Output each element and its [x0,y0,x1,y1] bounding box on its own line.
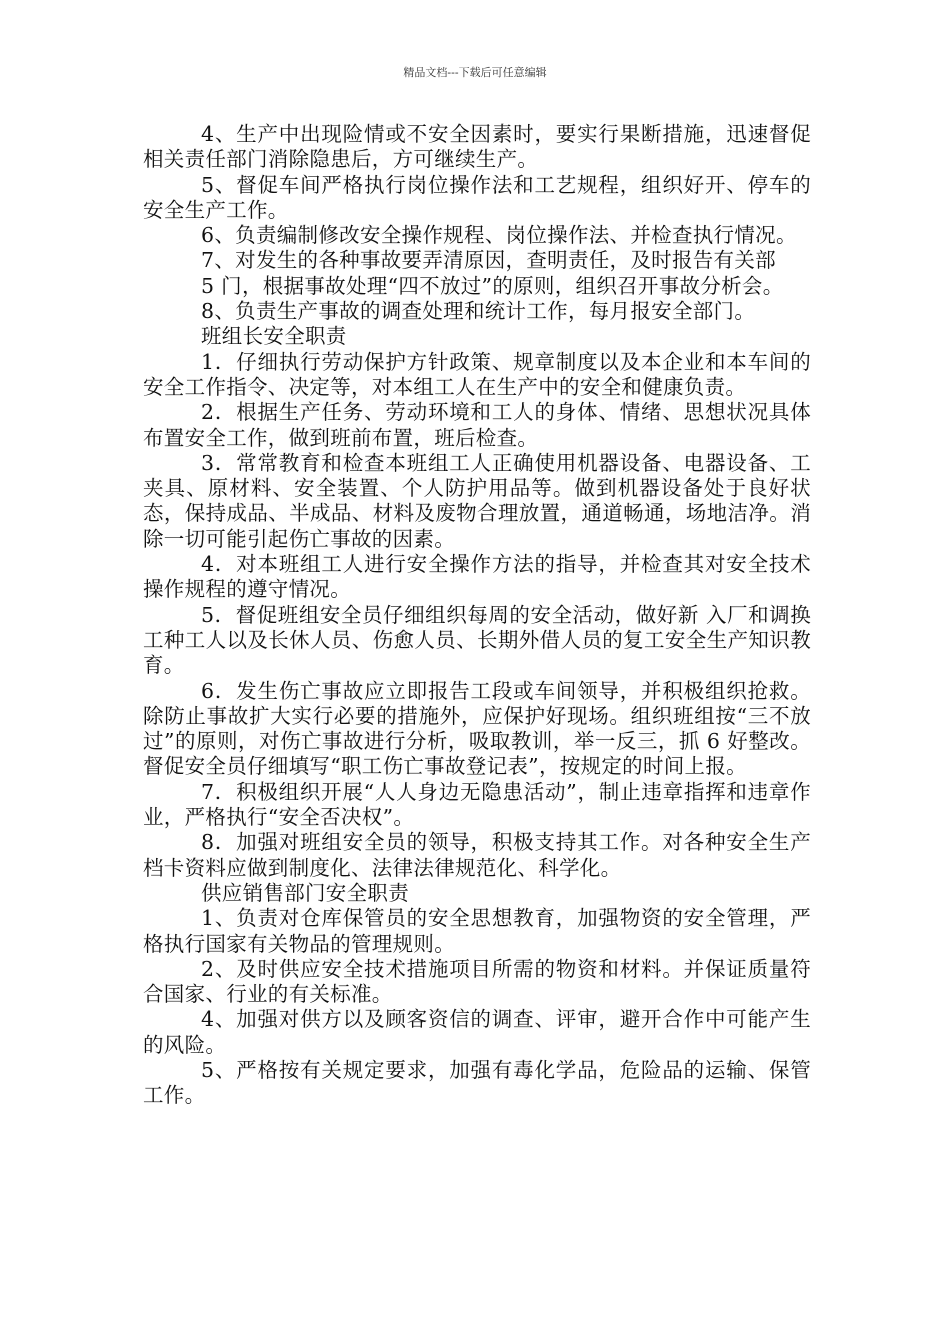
section-heading-supply-sales: 供应销售部门安全职责 [201,880,409,905]
paragraph-team-5: 5．督促班组安全员仔细组织每周的安全活动，做好新 入厂和调换工种工人以及长休人员、伤愈人员、长期外借人员的复工安全生产知识教育。 [143,602,811,678]
page-header: 精品文档---下载后可任意编辑 [403,66,547,79]
paragraph-duty-6: 6、负责编制修改安全操作规程、岗位操作法、并检查执行情况。 [201,223,797,248]
paragraph-team-8: 8．加强对班组安全员的领导，积极支持其工作。对各种安全生产档卡资料应做到制度化、法律法律规范化、科学化。 [143,830,811,880]
paragraph-supply-4: 4、加强对供方以及顾客资信的调查、评审，避开合作中可能产生的风险。 [143,1007,811,1057]
paragraph-supply-5: 5、严格按有关规定要求，加强有毒化学品，危险品的运输、保管工作。 [143,1057,811,1108]
paragraph-duty-5: 5、督促车间严格执行岗位操作法和工艺规程，组织好开、停车的安全生产工作。 [143,172,811,222]
paragraph-team-1: 1．仔细执行劳动保护方针政策、规章制度以及本企业和本车间的安全工作指令、决定等，对本组工人在生产中的安全和健康负责。 [143,349,811,399]
paragraph-duty-8: 8、负责生产事故的调查处理和统计工作，每月报安全部门。 [201,299,756,324]
paragraph-duty-7: 7、对发生的各种事故要弄清原因，查明责任，及时报告有关部 [201,248,776,273]
paragraph-supply-2: 2、及时供应安全技术措施项目所需的物资和材料。并保证质量符合国家、行业的有关标准。 [143,956,811,1007]
section-heading-team-leader: 班组长安全职责 [201,324,347,349]
paragraph-team-6: 6．发生伤亡事故应立即报告工段或车间领导，并积极组织抢救。除防止事故扩大实行必要的措施外，应保护好现场。组织班组按“三不放过”的原则，对伤亡事故进行分析，吸取教训，举一反三，抓 6 好整改。督促安全员仔细填写“职工伤亡事故登记表”，按规定的时间上报。 [143,678,811,779]
paragraph-team-4: 4．对本班组工人进行安全操作方法的指导，并检查其对安全技术操作规程的遵守情况。 [143,552,811,602]
paragraph-duty-4: 4、生产中出现险情或不安全因素时，要实行果断措施，迅速督促相关责任部门消除隐患后，方可继续生产。 [143,122,811,172]
paragraph-duty-7-cont: 5 门，根据事故处理“四不放过”的原则，组织召开事故分析会。 [201,273,784,298]
document-body [143,122,811,1109]
paragraph-team-3: 3．常常教育和检查本班组工人正确使用机器设备、电器设备、工夹具、原材料、安全装置、个人防护用品等。做到机器设备处于良好状态，保持成品、半成品、材料及废物合理放置，通道畅通，场地洁净。消除一切可能引起伤亡事故的因素。 [143,450,811,551]
paragraph-team-2: 2．根据生产任务、劳动环境和工人的身体、情绪、思想状况具体布置安全工作，做到班前布置，班后检查。 [143,400,811,450]
paragraph-supply-1: 1、负责对仓库保管员的安全思想教育，加强物资的安全管理，严格执行国家有关物品的管理规则。 [143,906,811,956]
paragraph-team-7: 7．积极组织开展“人人身边无隐患活动”，制止违章指挥和违章作业，严格执行“安全否决权”。 [143,779,811,830]
